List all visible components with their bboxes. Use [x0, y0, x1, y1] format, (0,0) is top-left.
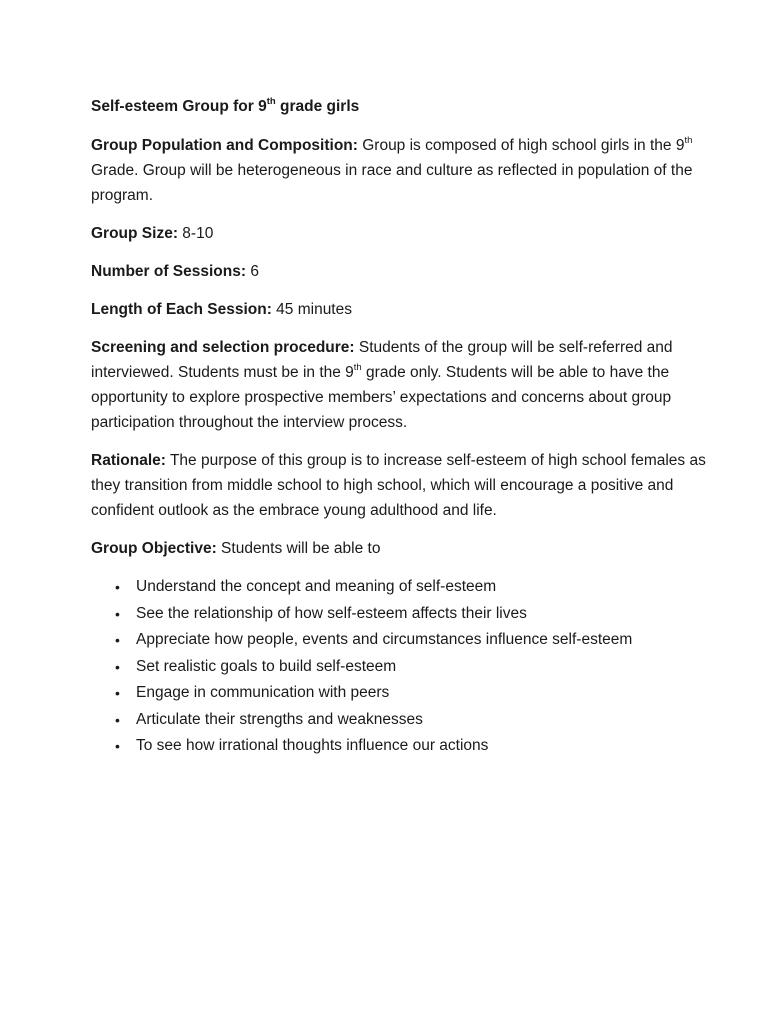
rationale-paragraph — [91, 448, 708, 523]
bullet-icon: • — [115, 605, 120, 622]
list-item-text: Engage in communication with peers — [136, 684, 390, 701]
group-size-label: Group Size: — [91, 225, 178, 242]
title-text: Self-esteem Group for 9 — [91, 98, 267, 115]
title-superscript: th — [266, 95, 276, 107]
session-length-paragraph — [91, 297, 708, 322]
list-item-text: To see how irrational thoughts influence our actions — [136, 737, 489, 754]
session-length-label: Length of Each Session: — [91, 301, 272, 318]
list-item-text: Set realistic goals to build self-esteem — [136, 657, 397, 675]
list-item — [91, 601, 708, 628]
list-item — [91, 707, 708, 734]
population-superscript: th — [684, 134, 693, 146]
list-item — [91, 680, 708, 707]
objective-text: Students will be able to — [216, 540, 381, 557]
screening-paragraph — [91, 335, 708, 435]
objectives-list — [91, 574, 708, 760]
list-item — [91, 654, 708, 681]
group-size-value: 8-10 — [177, 225, 214, 242]
objective-paragraph — [91, 536, 708, 561]
list-item-text: Appreciate how people, events and circumstances influence self-esteem — [136, 631, 633, 648]
bullet-icon: • — [115, 711, 120, 728]
screening-label: Screening and selection procedure: — [91, 339, 355, 356]
population-text: Group is composed of high school girls in the 9 — [357, 137, 685, 154]
title-text-end: grade girls — [275, 98, 360, 115]
sessions-value: 6 — [246, 263, 259, 280]
screening-text-end: grade only. Students will be able to have the opportunity to explore prospective members’ expectations and concerns about group participation throughout the interview process. — [91, 364, 672, 431]
screening-superscript: th — [353, 361, 362, 373]
list-item-text: Understand the concept and meaning of self-esteem — [136, 578, 497, 595]
population-text-end: Grade. Group will be heterogeneous in race and culture as reflected in population of the program. — [91, 162, 693, 204]
bullet-icon: • — [115, 685, 120, 701]
screening-text: Students of the group will be self-referred and interviewed. Students must be in the 9 — [91, 339, 673, 381]
list-item-text: Articulate their strengths and weaknesses — [136, 710, 423, 728]
sessions-paragraph — [91, 259, 708, 284]
sessions-label: Number of Sessions: — [91, 263, 247, 280]
population-paragraph — [91, 133, 708, 208]
rationale-text: The purpose of this group is to increase self-esteem of high school females as they transition from middle school to high school, which will encourage a positive and confident outlook as the embrace young adulthood and life. — [91, 452, 706, 519]
list-item — [91, 627, 708, 654]
list-item — [91, 733, 708, 760]
bullet-icon: • — [115, 579, 120, 595]
bullet-icon: • — [115, 632, 120, 648]
list-item — [91, 574, 708, 601]
bullet-icon: • — [115, 738, 120, 754]
session-length-value: 45 minutes — [271, 301, 352, 318]
population-label: Group Population and Composition: — [91, 137, 358, 154]
rationale-label: Rationale: — [91, 452, 166, 469]
document-title — [91, 94, 708, 119]
bullet-icon: • — [115, 658, 120, 675]
group-size-paragraph — [91, 221, 708, 246]
list-item-text: See the relationship of how self-esteem affects their lives — [136, 604, 527, 622]
objective-label: Group Objective: — [91, 540, 217, 557]
